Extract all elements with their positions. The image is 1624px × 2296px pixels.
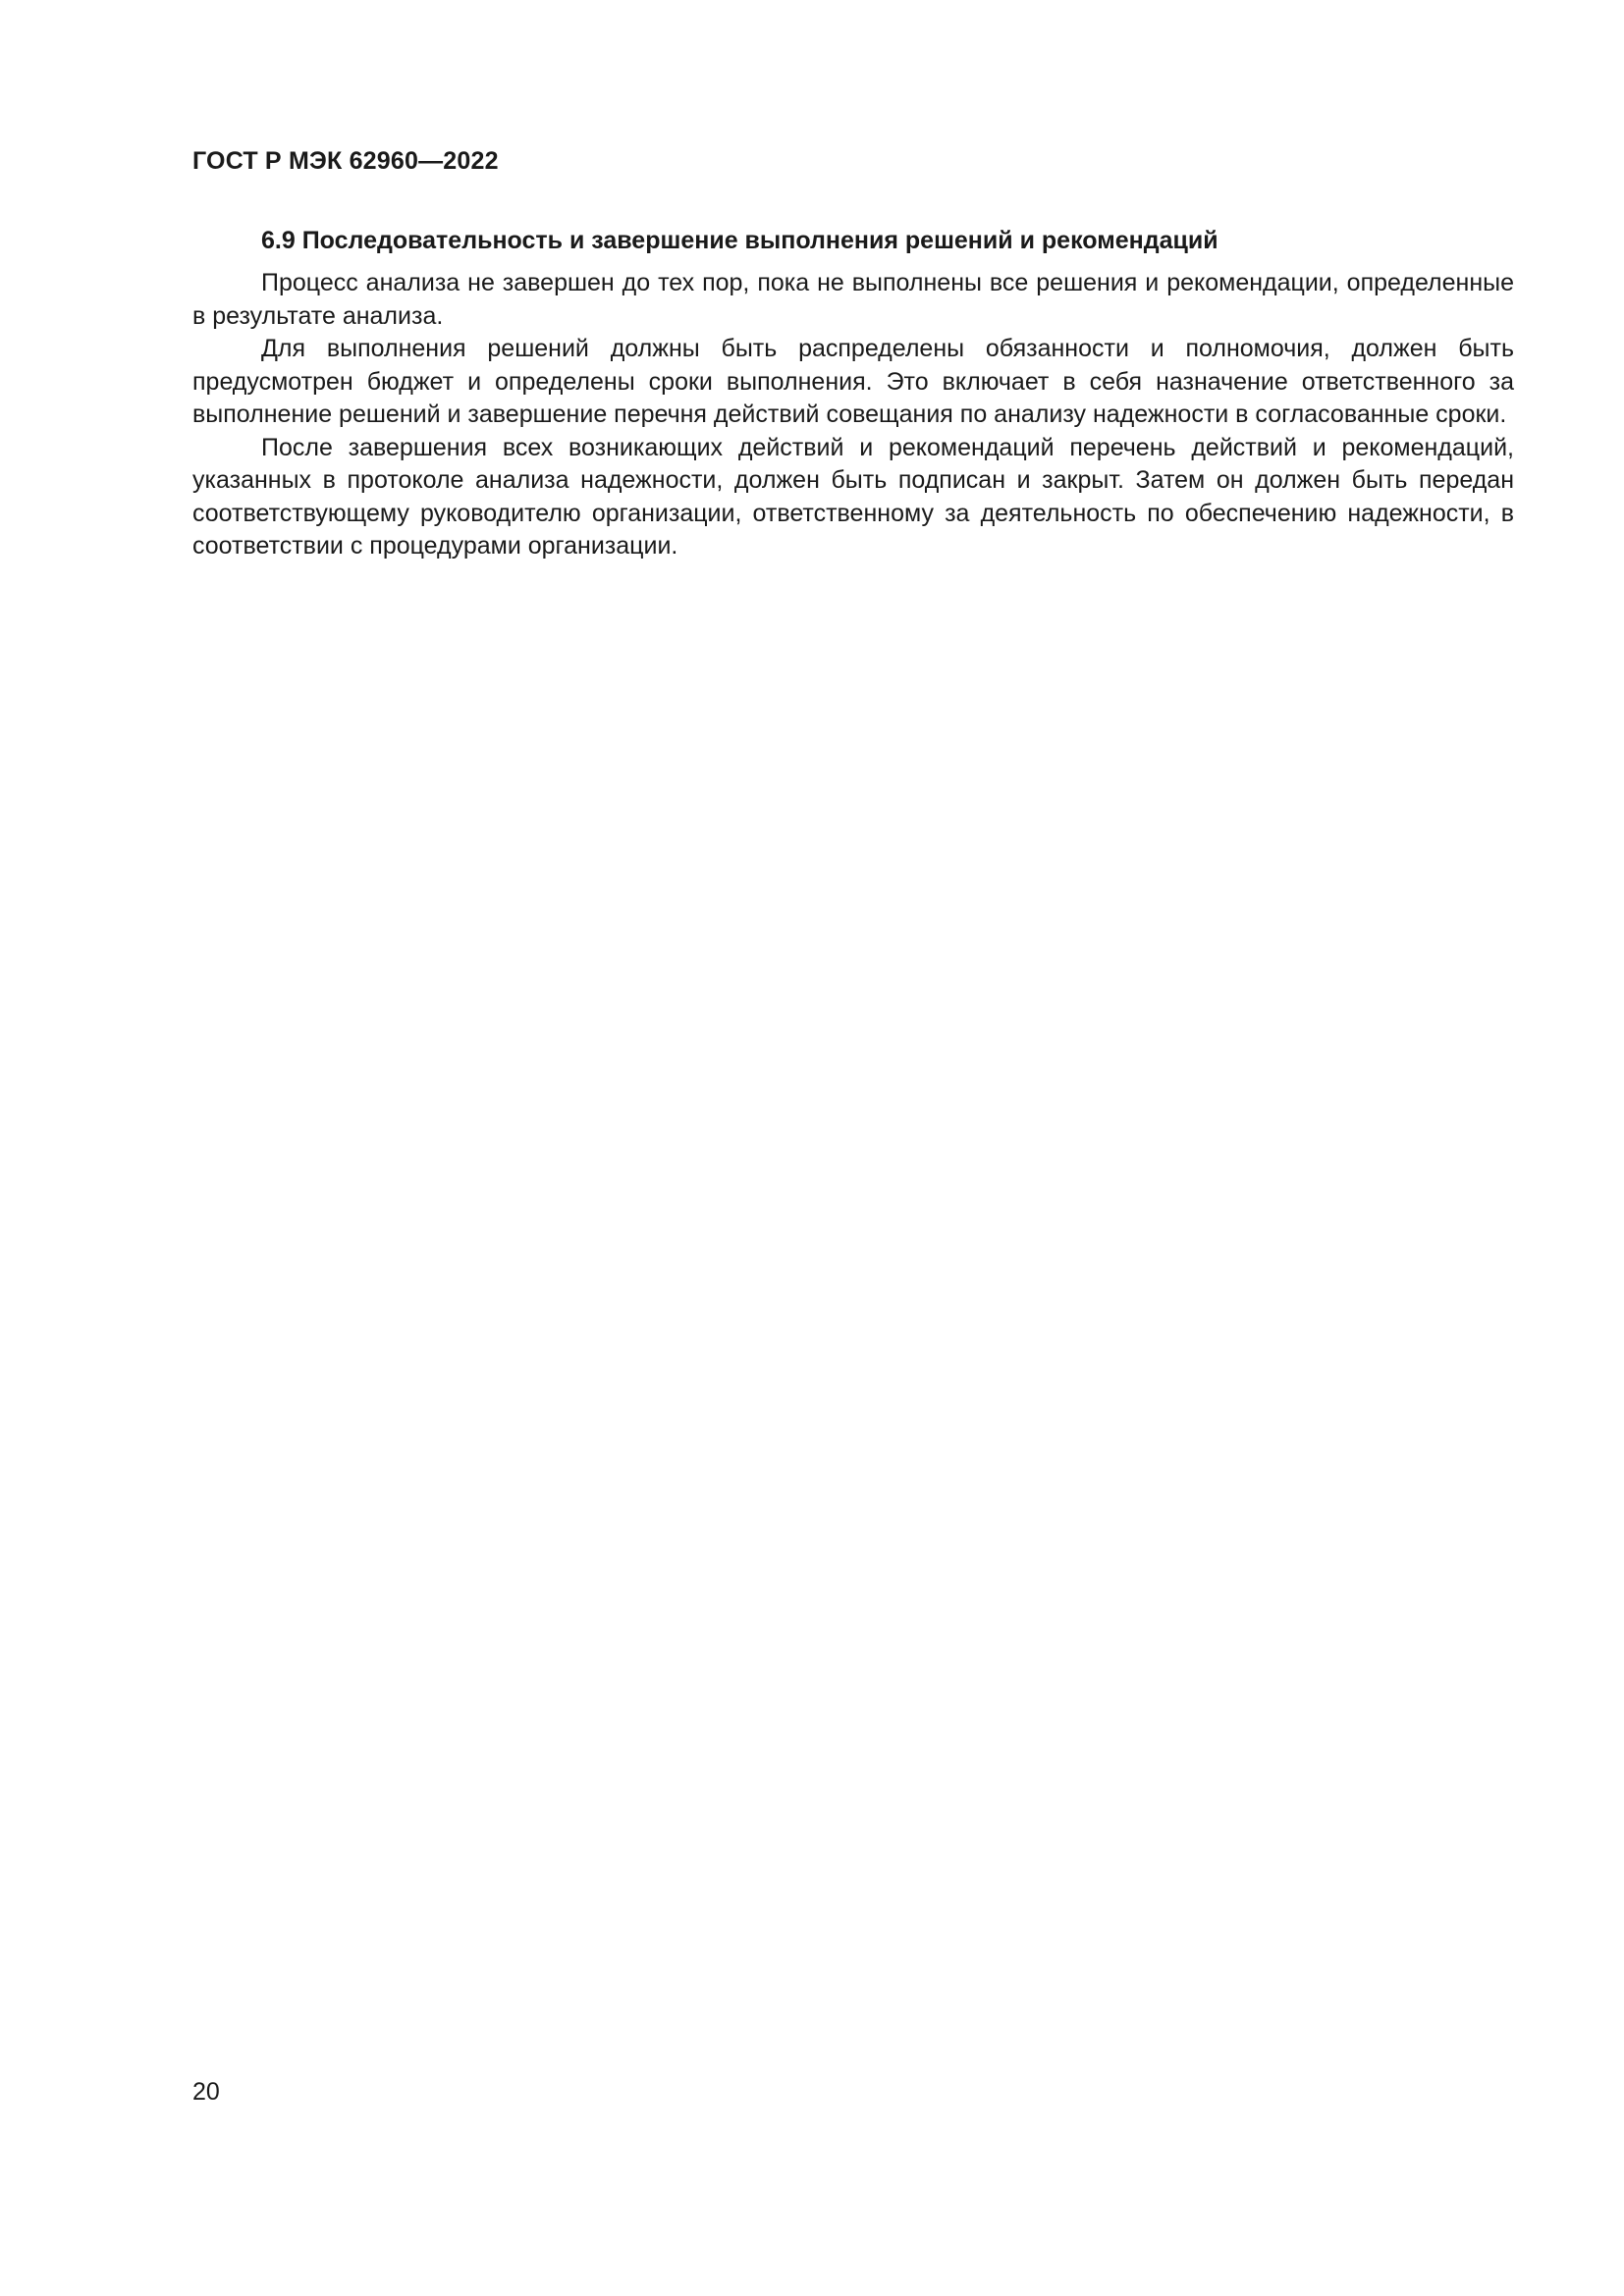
page-number: 20 (192, 2078, 220, 2106)
standard-header: ГОСТ Р МЭК 62960—2022 (192, 147, 499, 175)
section-title: 6.9 Последовательность и завершение выполнения решений и рекомендаций (261, 227, 1218, 254)
paragraph-1: Процесс анализа не завершен до тех пор, пока не выполнены все решения и рекомендации, определенные в результате анализа. (192, 269, 1514, 330)
paragraph-2: Для выполнения решений должны быть распределены обязанности и полномочия, должен быть предусмотрен бюджет и определены сроки выполнения. Это включает в себя назначение ответственного за выполнение решений и завершение перечня действий совещания по анализу надежности в согласованные сроки. (192, 335, 1514, 428)
section-content (192, 224, 1514, 563)
paragraph-3: После завершения всех возникающих действий и рекомендаций перечень действий и рекомендаций, указанных в протоколе анализа надежности, должен быть подписан и закрыт. Затем он должен быть передан соответствующему руководителю организации, ответственному за деятельность по обеспечению надежности, в соответствии с процедурами организации. (192, 433, 1514, 560)
